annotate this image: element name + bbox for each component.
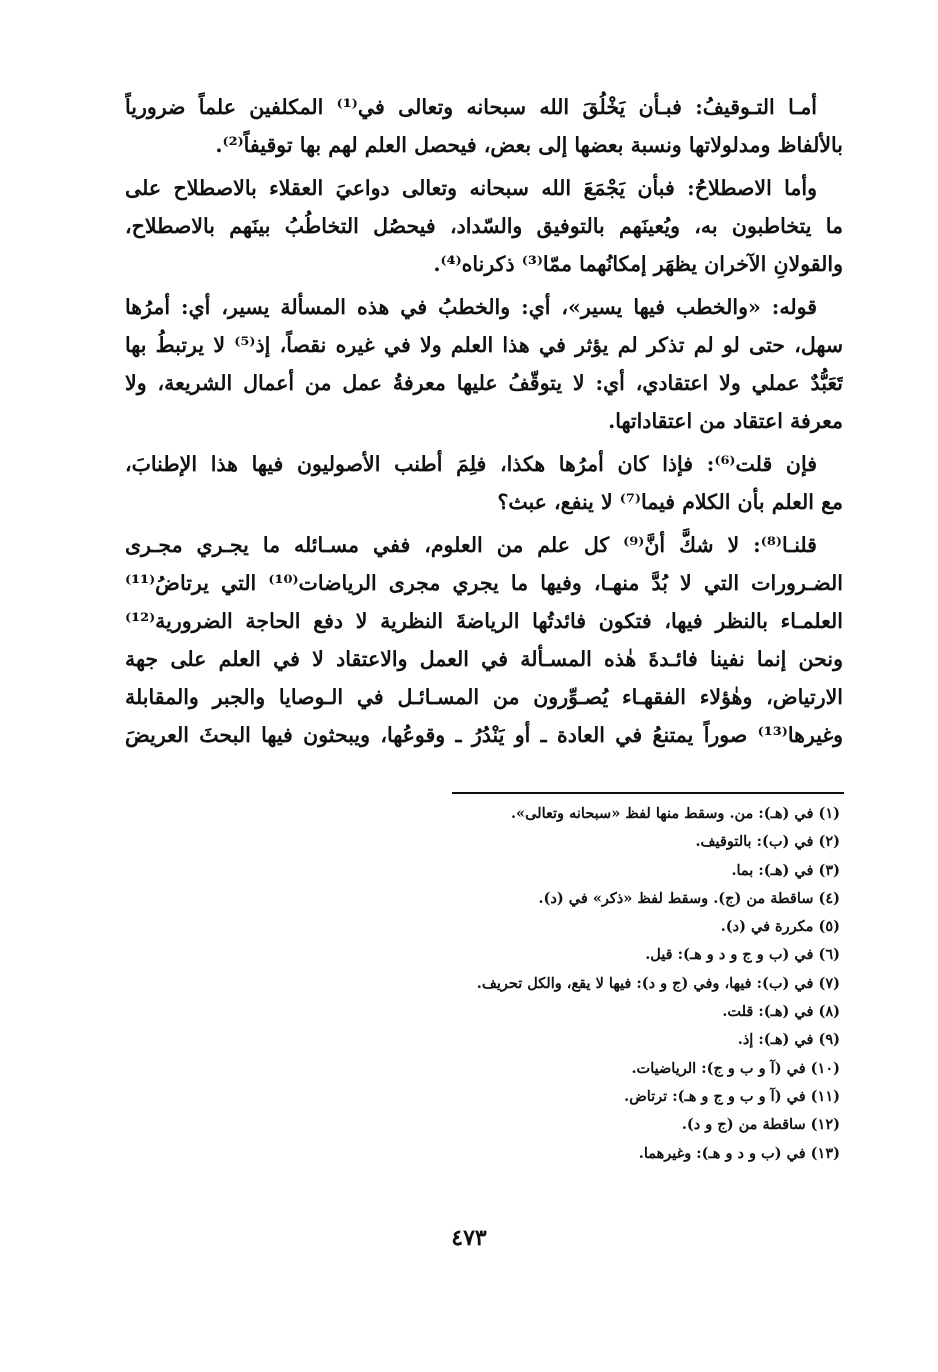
- footnote: (٨) في (هـ): قلت.: [722, 1003, 840, 1021]
- footnote-separator: [452, 792, 844, 794]
- text-line: سهل، حتى لو لم تذكر لم يؤثر في هذا العلم ولا في غيره نقصاً، إذ⁽⁵⁾ لا يرتبطُ بها: [125, 333, 843, 357]
- text-line: وأما الاصطلاحُ: فبأن يَجْمَعَ الله سبحانه وتعالى دواعيَ العقلاء بالاصطلاح على: [125, 176, 817, 200]
- text-line: ما يتخاطبون به، ويُعينَهم بالتوفيق والسّداد، فيحصُل التخاطُبُ بينَهم بالاصطلاح،: [125, 214, 843, 238]
- text-line: قلنـا⁽⁸⁾: لا شكَّ أنَّ⁽⁹⁾ كل علم من العلوم، ففي مسـائله ما يجـري مجـرى: [125, 533, 817, 557]
- footnote: (٦) في (ب و ج و د و هـ): قيل.: [645, 946, 840, 964]
- text-line: أمـا التـوقيفُ: فبـأن يَخْلُقَ الله سبحانه وتعالى في⁽¹⁾ المكلفين علماً ضرورياً: [125, 95, 817, 119]
- footnote: (١٣) في (ب و د و هـ): وغيرهما.: [638, 1144, 840, 1162]
- text-line: العلمـاء بالنظر فيها، فتكون فائدتُها الرياضةَ النظرية لا دفع الحاجة الضرورية⁽¹²⁾: [125, 609, 843, 633]
- footnote: (١) في (هـ): من. وسقط منها لفظ «سبحانه وتعالى».: [510, 805, 840, 822]
- text-line: فإن قلت⁽⁶⁾: فإذا كان أمرُها هكذا، فلِمَ أطنب الأصوليون فيها هذا الإطنابَ،: [125, 452, 817, 476]
- footnote: (١٢) ساقطة من (ج و د).: [681, 1116, 840, 1134]
- main-text: [125, 88, 843, 754]
- footnote: (٤) ساقطة من (ج). وسقط لفظ «ذكر» في (د).: [538, 889, 840, 907]
- text-line: وغيرها⁽¹³⁾ صوراً يمتنعُ في العادة ـ أو يَنْدُرُ ـ وقوعُها، ويبحثون فيها البحثَ العريضَ: [125, 723, 843, 747]
- text-line: الضـرورات التي لا بُدَّ منهـا، وفيها ما يجري مجرى الرياضات⁽¹⁰⁾ التي يرتاضُ⁽¹¹⁾: [125, 571, 843, 595]
- page-number: ٤٧٣: [451, 1225, 487, 1251]
- text-line: الارتياض، وهٰؤلاء الفقهـاء يُصـوِّرون من المسـائـل في الـوصايا والجبر والمقابلة: [125, 685, 843, 709]
- text-line: تَعَبُّدٌ عملي ولا اعتقادي، أي: لا يتوقّفُ عليها معرفةُ عمل من أعمال الشريعة، ولا: [125, 371, 843, 395]
- text-line: معرفة اعتقاد من اعتقاداتها.: [608, 409, 843, 433]
- text-line: بالألفاظ ومدلولاتها ونسبة بعضها إلى بعض، فيحصل العلم لهم بها توقيفاً⁽²⁾.: [215, 133, 843, 157]
- footnote: (٩) في (هـ): إذ.: [737, 1031, 840, 1049]
- text-line: مع العلم بأن الكلام فيما⁽⁷⁾ لا ينفع، عبث؟: [497, 490, 843, 514]
- footnote: (٣) في (هـ): بما.: [731, 861, 840, 879]
- footnote: (١٠) في (آ و ب و ج): الرياضيات.: [631, 1059, 840, 1077]
- text-line: ونحن إنما نفينا فائـدةَ هٰذه المسـألة في العمل والاعتقاد لا في العلم على جهة: [125, 647, 843, 671]
- footnote: (٧) في (ب): فيها، وفي (ج و د): فيها لا يقع، والكل تحريف.: [476, 974, 840, 992]
- text-line: والقولانِ الآخران يظهَر إمكانُهما ممّا⁽³⁾ ذكرناه⁽⁴⁾.: [433, 252, 843, 276]
- footnote: (١١) في (آ و ب و ج و هـ): ترتاض.: [624, 1087, 840, 1105]
- footnote: (٢) في (ب): بالتوقيف.: [695, 833, 840, 851]
- text-line: قوله: «والخطب فيها يسير»، أي: والخطبُ في هذه المسألة يسير، أي: أمرُها: [125, 295, 817, 319]
- footnote: (٥) مكررة في (د).: [720, 918, 840, 936]
- footnotes: [220, 800, 840, 1168]
